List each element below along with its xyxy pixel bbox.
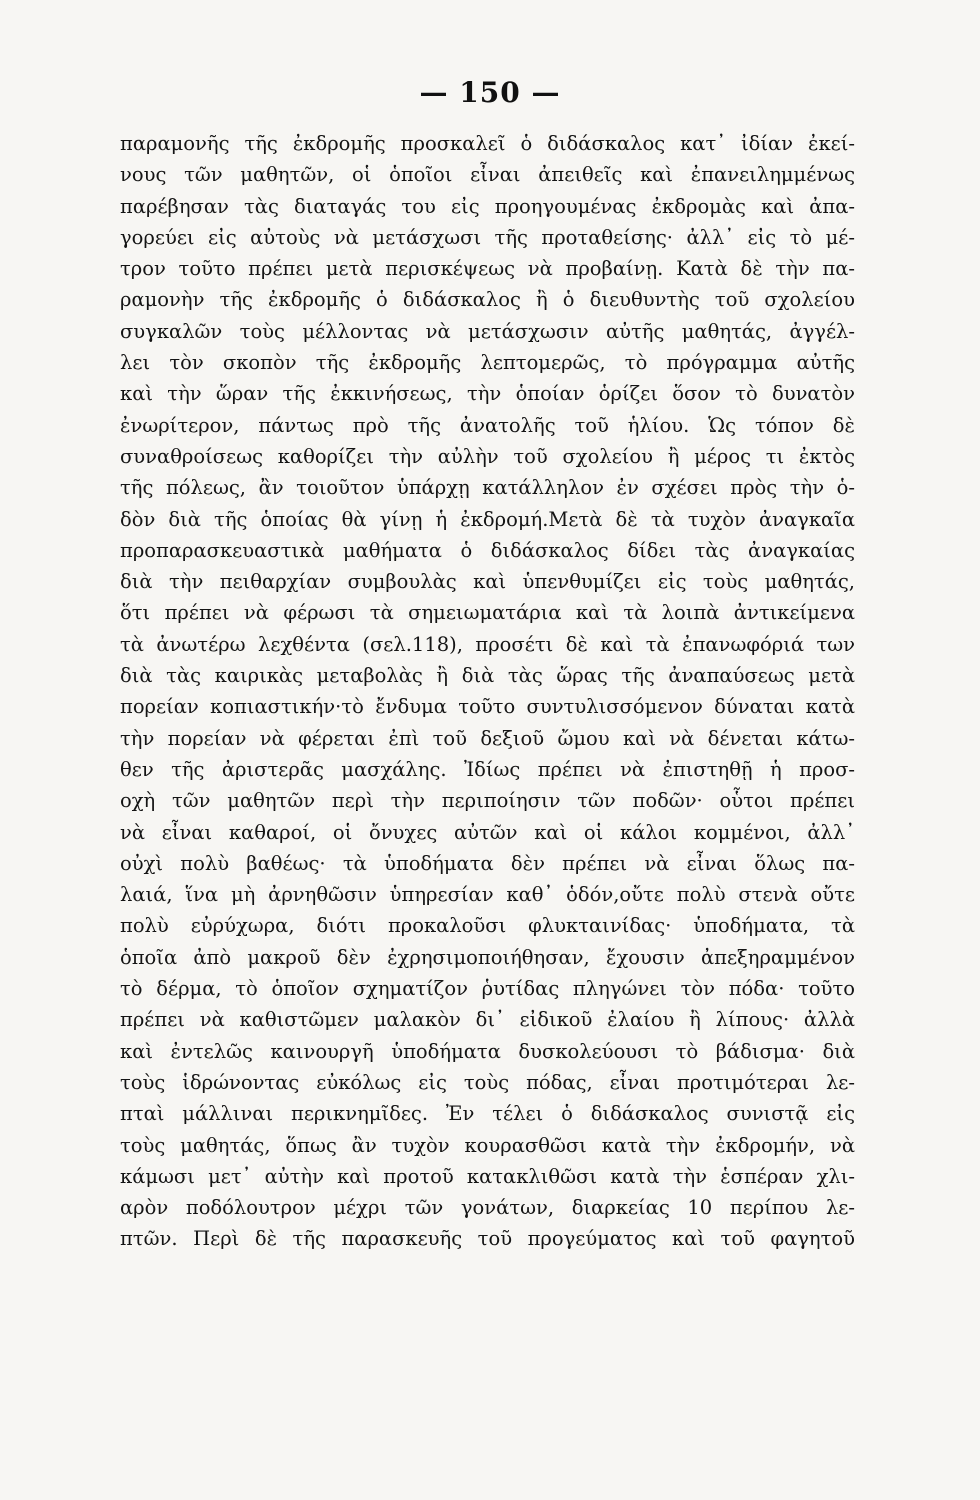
text-line: πρέπει νὰ καθιστῶμεν μαλακὸν δι᾽ εἰδικοῦ ἐλαίου ἢ λίπους· ἀλλὰ <box>120 1008 855 1032</box>
text-line: ὅτι πρέπει νὰ φέρωσι τὰ σημειωματάρια καὶ τὰ λοιπὰ ἀντικείμενα <box>120 601 855 625</box>
text-line: θεν τῆς ἀριστερᾶς μασχάλης. Ἰδίως πρέπει νὰ ἐπιστηθῇ ἡ προσ- <box>120 757 855 781</box>
text-line: διὰ τὴν πειθαρχίαν συμβουλὰς καὶ ὑπενθυμίζει εἰς τοὺς μαθητάς, <box>120 570 855 594</box>
page-number: — 150 — <box>419 76 561 109</box>
text-line: προπαρασκευαστικὰ μαθήματα ὁ διδάσκαλος δίδει τὰς ἀναγκαίας <box>120 538 855 562</box>
text-line: γορεύει εἰς αὐτοὺς νὰ μετάσχωσι τῆς προταθείσης· ἀλλ᾽ εἰς τὸ μέ- <box>120 225 855 249</box>
text-line: ὁποῖα ἀπὸ μακροῦ δὲν ἐχρησιμοποιήθησαν, ἔχουσιν ἀπεξηραμμένον <box>120 945 855 969</box>
text-line: τρον τοῦτο πρέπει μετὰ περισκέψεως νὰ προβαίνῃ. Κατὰ δὲ τὴν πα- <box>120 257 855 281</box>
text-line: αρὸν ποδόλουτρον μέχρι τῶν γονάτων, διαρκείας 10 περίπου λε- <box>120 1196 855 1220</box>
text-line: δὸν διὰ τῆς ὁποίας θὰ γίνῃ ἡ ἐκδρομή.Μετὰ δὲ τὰ τυχὸν ἀναγκαῖα <box>120 507 855 531</box>
text-line: συγκαλῶν τοὺς μέλλοντας νὰ μετάσχωσιν αὐτῆς μαθητάς, ἀγγέλ- <box>120 319 855 343</box>
text-line: καὶ τὴν ὥραν τῆς ἐκκινήσεως, τὴν ὁποίαν ὁρίζει ὅσον τὸ δυνατὸν <box>120 382 855 406</box>
body-text <box>120 128 855 1255</box>
text-line: συναθροίσεως καθορίζει τὴν αὐλὴν τοῦ σχολείου ἢ μέρος τι ἐκτὸς <box>120 444 855 468</box>
text-line: πταὶ μάλλιναι περικνημῖδες. Ἐν τέλει ὁ διδάσκαλος συνιστᾷ εἰς <box>120 1102 855 1126</box>
text-line: τὴν πορείαν νὰ φέρεται ἐπὶ τοῦ δεξιοῦ ὤμου καὶ νὰ δένεται κάτω- <box>120 726 855 750</box>
text-line: τὸ δέρμα, τὸ ὁποῖον σχηματίζον ῥυτίδας πληγώνει τὸν πόδα· τοῦτο <box>120 977 855 1001</box>
text-line: διὰ τὰς καιρικὰς μεταβολὰς ἢ διὰ τὰς ὥρας τῆς ἀναπαύσεως μετὰ <box>120 664 855 688</box>
text-line: λαιά, ἵνα μὴ ἀρνηθῶσιν ὑπηρεσίαν καθ᾽ ὁδόν,οὔτε πολὺ στενὰ οὔτε <box>120 883 855 907</box>
text-line: παραμονῆς τῆς ἐκδρομῆς προσκαλεῖ ὁ διδάσκαλος κατ᾽ ἰδίαν ἐκεί- <box>120 132 855 155</box>
text-line: πτῶν. Περὶ δὲ τῆς παρασκευῆς τοῦ προγεύματος καὶ τοῦ φαγητοῦ <box>120 1227 855 1251</box>
text-line: παρέβησαν τὰς διαταγάς του εἰς προηγουμένας ἐκδρομὰς καὶ ἀπα- <box>120 194 855 218</box>
text-line: τοὺς μαθητάς, ὅπως ἂν τυχὸν κουρασθῶσι κατὰ τὴν ἐκδρομήν, νὰ <box>120 1133 855 1157</box>
text-line: πορείαν κοπιαστικήν·τὸ ἔνδυμα τοῦτο συντυλισσόμενον δύναται κατὰ <box>120 695 855 719</box>
text-line: τοὺς ἱδρώνοντας εὐκόλως εἰς τοὺς πόδας, εἶναι προτιμότεραι λε- <box>120 1070 855 1094</box>
text-line: νὰ εἶναι καθαροί, οἱ ὄνυχες αὐτῶν καὶ οἱ κάλοι κομμένοι, ἀλλ᾽ <box>120 820 855 844</box>
text-line: ραμονὴν τῆς ἐκδρομῆς ὁ διδάσκαλος ἢ ὁ διευθυντὴς τοῦ σχολείου <box>120 288 855 312</box>
text-line: τὰ ἀνωτέρω λεχθέντα (σελ.118), προσέτι δὲ καὶ τὰ ἐπανωφόριά των <box>120 632 855 656</box>
text-line: νους τῶν μαθητῶν, οἱ ὁποῖοι εἶναι ἀπειθεῖς καὶ ἐπανειλημμένως <box>120 163 855 187</box>
text-line: πολὺ εὐρύχωρα, διότι προκαλοῦσι φλυκταινίδας· ὑποδήματα, τὰ <box>120 914 855 938</box>
text-line: οὐχὶ πολὺ βαθέως· τὰ ὑποδήματα δὲν πρέπει νὰ εἶναι ὅλως πα- <box>120 851 855 875</box>
text-line: καὶ ἐντελῶς καινουργῆ ὑποδήματα δυσκολεύουσι τὸ βάδισμα· διὰ <box>120 1039 855 1063</box>
text-line: ἐνωρίτερον, πάντως πρὸ τῆς ἀνατολῆς τοῦ ἡλίου. Ὡς τόπον δὲ <box>120 413 855 437</box>
text-line: τῆς πόλεως, ἂν τοιοῦτον ὑπάρχῃ κατάλληλον ἐν σχέσει πρὸς τὴν ὁ- <box>120 476 855 500</box>
text-line: οχὴ τῶν μαθητῶν περὶ τὴν περιποίησιν τῶν ποδῶν· οὗτοι πρέπει <box>120 789 855 813</box>
text-line: κάμωσι μετ᾽ αὐτὴν καὶ προτοῦ κατακλιθῶσι κατὰ τὴν ἑσπέραν χλι- <box>120 1164 855 1188</box>
text-line: λει τὸν σκοπὸν τῆς ἐκδρομῆς λεπτομερῶς, τὸ πρόγραμμα αὐτῆς <box>120 351 855 375</box>
